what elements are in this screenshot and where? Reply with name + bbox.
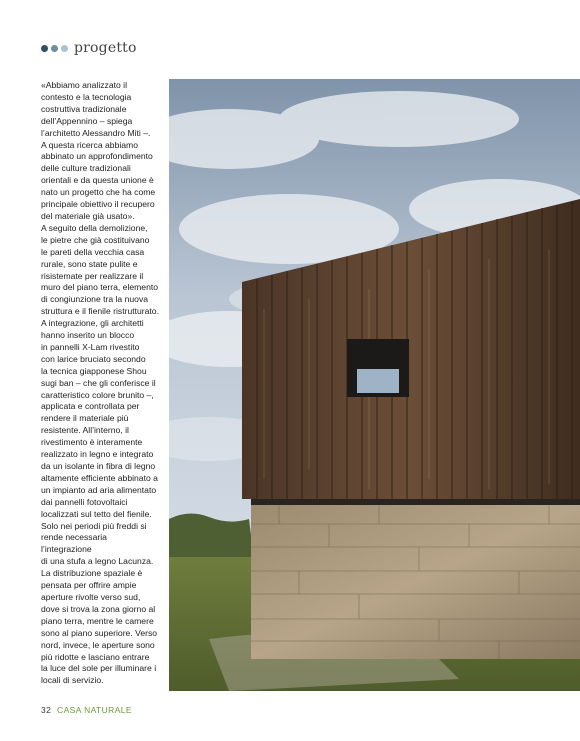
- page-footer: [41, 705, 132, 715]
- section-dots: [41, 45, 68, 52]
- window-glass: [357, 369, 399, 393]
- section-label: progetto: [74, 40, 137, 56]
- dot-dark: [41, 45, 48, 52]
- article-body: «Abbiamo analizzato il contesto e la tecnologia costruttiva tradizionale dell’Appennino – spiega l’architetto Alessandro Miti –. A questa ricerca abbiamo abbinato un approfondimento delle culture tradizionali orientali e da questa unione è nato un progetto che ha come principale obiettivo il recupero del materiale già usato». A seguito della demolizione, le pietre che già costituivano le pareti della vecchia casa rurale, sono state pulite e risistemate per realizzare il muro del piano terra, elemento di congiunzione tra la nuova struttura e il fienile ristrutturato. A integrazione, gli architetti hanno inserito un blocco in pannelli X-Lam rivestito con larice bruciato secondo la tecnica giapponese Shou sugi ban – che gli conferisce il caratteristico colore brunito –, applicata e controllata per rendere il materiale più resistente. All’interno, il rivestimento è interamente realizzato in legno e integrato da un isolante in fibra di legno altamente efficiente abbinato a un impianto ad aria alimentato dai pannelli fotovoltaici localizzati sul tetto del fienile. Solo nei periodi più freddi si rende necessaria l’integrazione di una stufa a legno Lacunza. La distribuzione spaziale è pensata per offrire ampie aperture rivolte verso sud, dove si trova la zona giorno al piano terra, mentre le camere sono al piano superiore. Verso nord, invece, le aperture sono più ridotte e lasciano entrare la luce del sole per illuminare i locali di servizio.: [41, 80, 159, 686]
- magazine-name: CASA NATURALE: [57, 705, 132, 715]
- house-photo-illustration: [169, 79, 580, 691]
- dot-light: [61, 45, 68, 52]
- stone-wall: [251, 504, 580, 659]
- dot-mid: [51, 45, 58, 52]
- section-header: [41, 40, 137, 56]
- house-photo: [169, 79, 580, 691]
- page-number: 32: [41, 705, 52, 715]
